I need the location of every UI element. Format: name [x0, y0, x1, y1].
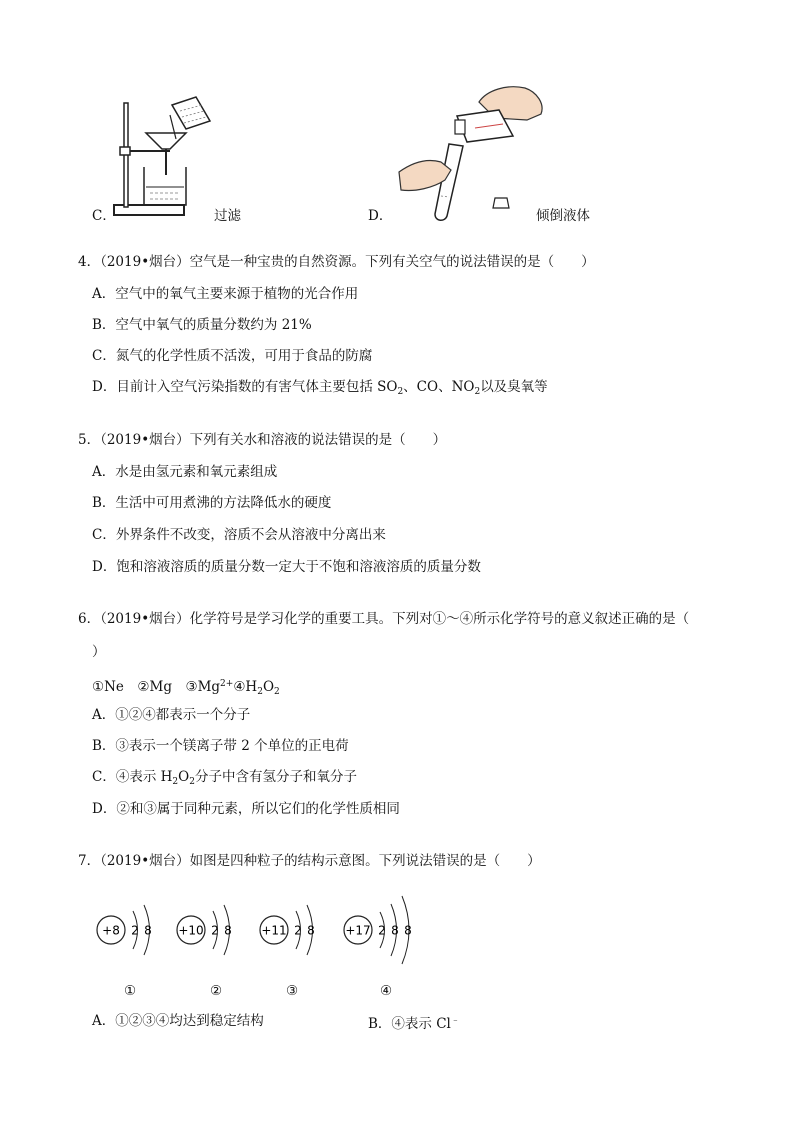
q6-option-d: D．②和③属于同种元素，所以它们的化学性质相同	[92, 801, 400, 817]
atom-diagram-3	[258, 895, 328, 965]
q6-option-a: A．①②④都表示一个分子	[92, 707, 251, 723]
shell-electrons: 2	[131, 923, 139, 938]
filtration-apparatus	[110, 95, 230, 220]
q5-stem: 5．（2019•烟台）下列有关水和溶液的说法错误的是（ ）	[78, 432, 447, 448]
nucleus-charge: +8	[102, 923, 120, 938]
q3-option-c-label: 过滤	[214, 208, 241, 224]
q5-option-d: D．饱和溶液溶质的质量分数一定大于不饱和溶液溶质的质量分数	[92, 559, 481, 575]
q6-stem-line1: 6．（2019•烟台）化学符号是学习化学的重要工具。下列对①～④所示化学符号的意义叙述正确的是（	[78, 611, 690, 627]
shell-electrons: 8	[144, 923, 152, 938]
q3-option-d-label: 倾倒液体	[536, 208, 590, 224]
particle-marker-3: ③	[286, 983, 299, 999]
atom-diagram-2	[175, 895, 245, 965]
q3-option-d-letter: D．	[368, 208, 393, 224]
q4-option-a: A．空气中的氧气主要来源于植物的光合作用	[92, 286, 359, 302]
q6-symbols: ①Ne ②Mg $③Mg^{2+}④H_2O_2$	[92, 679, 280, 697]
q6-stem-line2: ）	[92, 644, 106, 660]
atom-diagram-4	[342, 890, 432, 970]
q3-option-c-letter: C．	[92, 208, 116, 224]
nucleus-charge: +17	[345, 923, 371, 938]
q7-stem: 7．（2019•烟台）如图是四种粒子的结构示意图。下列说法错误的是（ ）	[78, 853, 541, 869]
q4-option-d: D．目前计入空气污染指数的有害气体主要包括 $SO_2$、CO、$NO_2$以及臭氧等	[92, 379, 548, 397]
particle-marker-4: ④	[380, 983, 393, 999]
pouring-liquid-illustration	[395, 80, 555, 220]
shell-electrons: 2	[378, 923, 386, 938]
q5-option-a: A．水是由氢元素和氧元素组成	[92, 464, 278, 480]
q7-option-a: A．①②③④均达到稳定结构	[92, 1013, 264, 1029]
q5-option-b: B．生活中可用煮沸的方法降低水的硬度	[92, 495, 332, 511]
shell-electrons: 8	[307, 923, 315, 938]
q4-stem: 4．（2019•烟台）空气是一种宝贵的自然资源。下列有关空气的说法错误的是（ ）	[78, 254, 595, 270]
nucleus-charge: +10	[178, 923, 204, 938]
q7-option-b: B．④表示 Cl﹣	[368, 1016, 460, 1032]
shell-electrons: 2	[294, 923, 302, 938]
q6-option-b: B．③表示一个镁离子带 2 个单位的正电荷	[92, 738, 349, 754]
particle-marker-2: ②	[210, 983, 223, 999]
q4-option-b: B．空气中氧气的质量分数约为 21%	[92, 317, 312, 333]
shell-electrons: 8	[404, 923, 412, 938]
shell-electrons: 2	[211, 923, 219, 938]
q5-option-c: C．外界条件不改变，溶质不会从溶液中分离出来	[92, 527, 386, 543]
particle-marker-1: ①	[124, 983, 137, 999]
nucleus-charge: +11	[261, 923, 287, 938]
q4-option-c: C．氮气的化学性质不活泼，可用于食品的防腐	[92, 348, 373, 364]
shell-electrons: 8	[391, 923, 399, 938]
q6-option-c: C．④表示 $H_2O_2$分子中含有氢分子和氧分子	[92, 769, 357, 787]
atom-diagram-1	[95, 895, 165, 965]
shell-electrons: 8	[224, 923, 232, 938]
